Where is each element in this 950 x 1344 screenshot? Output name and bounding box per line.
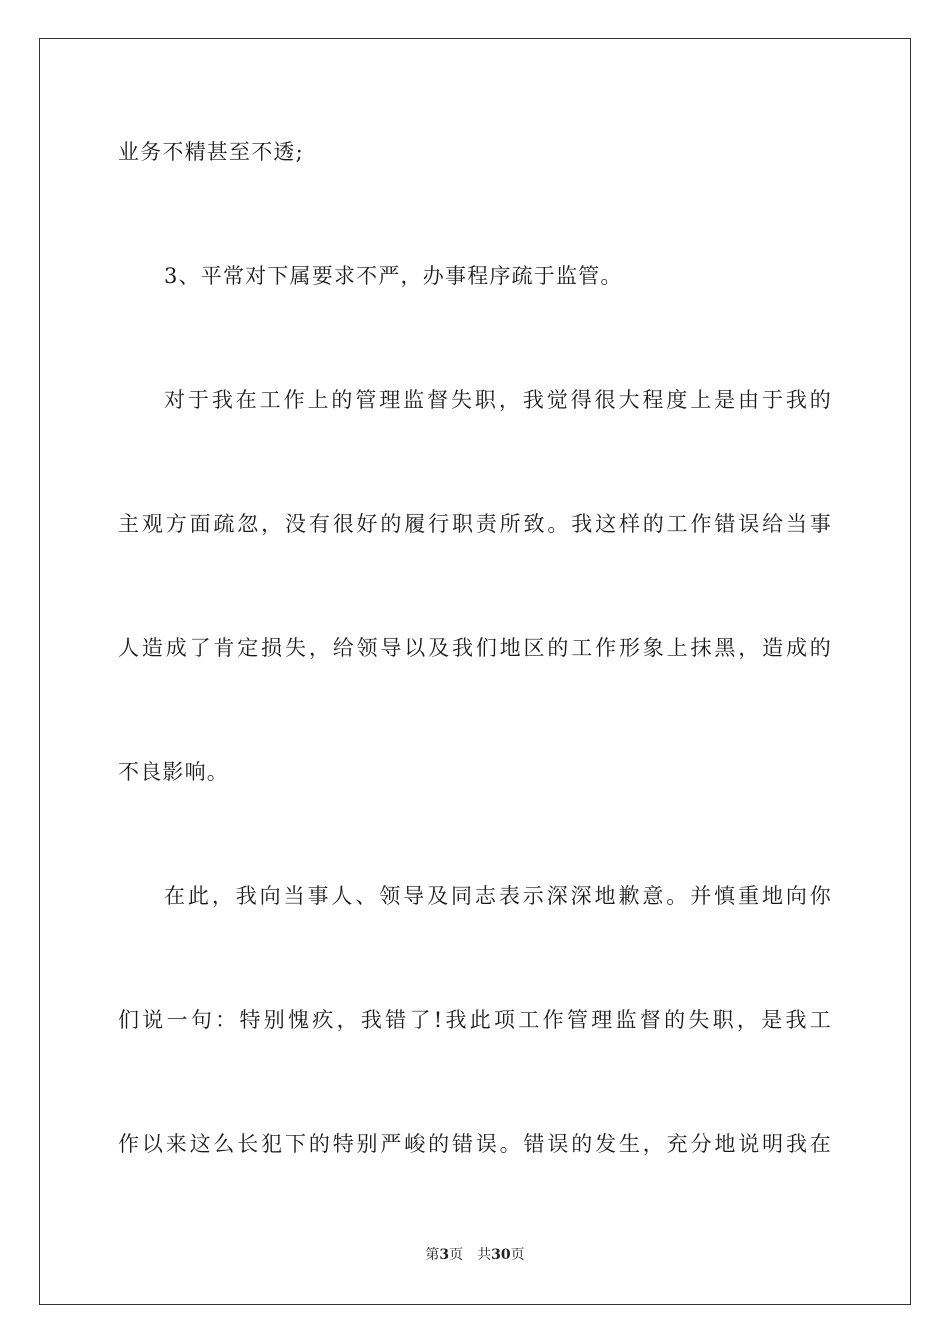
text-line-1: 业务不精甚至不透; xyxy=(118,140,304,164)
text-line-2: 3、平常对下属要求不严，办事程序疏于监管。 xyxy=(164,264,623,288)
footer-page-suffix: 页 xyxy=(449,1247,464,1263)
text-line-3: 对于我在工作上的管理监督失职，我觉得很大程度上是由于我的 xyxy=(164,388,832,412)
page-footer xyxy=(0,1245,950,1265)
text-line-4: 主观方面疏忽，没有很好的履行职责所致。我这样的工作错误给当事 xyxy=(118,512,832,536)
text-line-9: 作以来这么长犯下的特别严峻的错误。错误的发生，充分地说明我在 xyxy=(118,1132,832,1156)
text-line-8: 们说一句：特别愧疚，我错了!我此项工作管理监督的失职，是我工 xyxy=(118,1008,832,1032)
text-line-7: 在此，我向当事人、领导及同志表示深深地歉意。并慎重地向你 xyxy=(164,884,832,908)
text-line-5: 人造成了肯定损失，给领导以及我们地区的工作形象上抹黑，造成的 xyxy=(118,636,832,660)
footer-total-pages: 30 xyxy=(491,1247,511,1263)
footer-page-prefix: 第 xyxy=(425,1247,440,1263)
footer-total-suffix: 页 xyxy=(510,1247,525,1263)
text-line-6: 不良影响。 xyxy=(118,760,229,784)
footer-total-prefix: 共 xyxy=(477,1247,492,1263)
footer-page-number: 3 xyxy=(439,1247,450,1263)
page-border xyxy=(39,38,911,1305)
